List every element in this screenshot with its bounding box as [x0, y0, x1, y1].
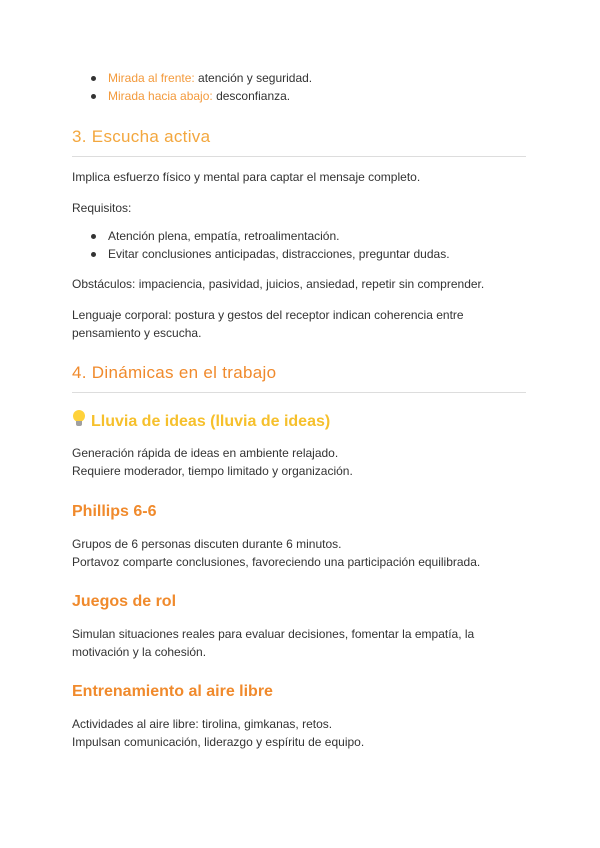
paragraph-line: Impulsan comunicación, liderazgo y espíritu de equipo. — [72, 735, 365, 749]
paragraph: Obstáculos: impaciencia, pasividad, juicios, ansiedad, repetir sin comprender. — [72, 277, 485, 291]
paragraph-line: pensamiento y escucha. — [72, 326, 202, 340]
paragraph-line: Grupos de 6 personas discuten durante 6 minutos. — [72, 537, 342, 551]
list-item-text: atención y seguridad. — [194, 71, 313, 85]
list-item-label: Mirada al frente: — [108, 71, 195, 85]
section-4-heading: 4. Dinámicas en el trabajo — [72, 363, 277, 382]
paragraph-line: Simulan situaciones reales para evaluar decisiones, fomentar la empatía, la — [72, 627, 475, 641]
subheading-entrenamiento-aire-libre: Entrenamiento al aire libre — [72, 683, 273, 700]
section-divider — [72, 392, 526, 393]
paragraph-line: Portavoz comparte conclusiones, favoreciendo una participación equilibrada. — [72, 555, 481, 569]
bullet-dot — [91, 252, 96, 257]
list-item — [72, 245, 450, 263]
gaze-list — [72, 69, 312, 105]
subheading-lluvia-de-ideas — [72, 410, 330, 432]
subheading-phillips-6-6: Phillips 6-6 — [72, 503, 157, 520]
list-item-text: Atención plena, empatía, retroalimentación. — [108, 229, 340, 243]
section-divider — [72, 156, 526, 157]
requirements-label: Requisitos: — [72, 201, 132, 215]
paragraph-line: Actividades al aire libre: tirolina, gimkanas, retos. — [72, 717, 333, 731]
section-3-heading: 3. Escucha activa — [72, 127, 211, 146]
lightbulb-icon — [72, 410, 86, 428]
list-item-label: Mirada hacia abajo: — [108, 89, 213, 103]
subheading-juegos-de-rol: Juegos de rol — [72, 593, 177, 610]
paragraph: Implica esfuerzo físico y mental para captar el mensaje completo. — [72, 170, 421, 184]
list-item-text: desconfianza. — [212, 89, 291, 103]
list-item — [72, 227, 450, 245]
bullet-dot — [91, 76, 96, 81]
bullet-dot — [91, 234, 96, 239]
list-item — [72, 87, 312, 105]
paragraph-line: Requiere moderador, tiempo limitado y organización. — [72, 464, 353, 478]
list-item — [72, 69, 312, 87]
paragraph-line: Generación rápida de ideas en ambiente relajado. — [72, 446, 339, 460]
requirements-list — [72, 227, 450, 263]
paragraph-line: motivación y la cohesión. — [72, 645, 207, 659]
subheading-text: Lluvia de ideas (lluvia de ideas) — [91, 413, 331, 430]
paragraph-line: Lenguaje corporal: postura y gestos del receptor indican coherencia entre — [72, 308, 464, 322]
bullet-dot — [91, 94, 96, 99]
list-item-text: Evitar conclusiones anticipadas, distracciones, preguntar dudas. — [108, 247, 450, 261]
